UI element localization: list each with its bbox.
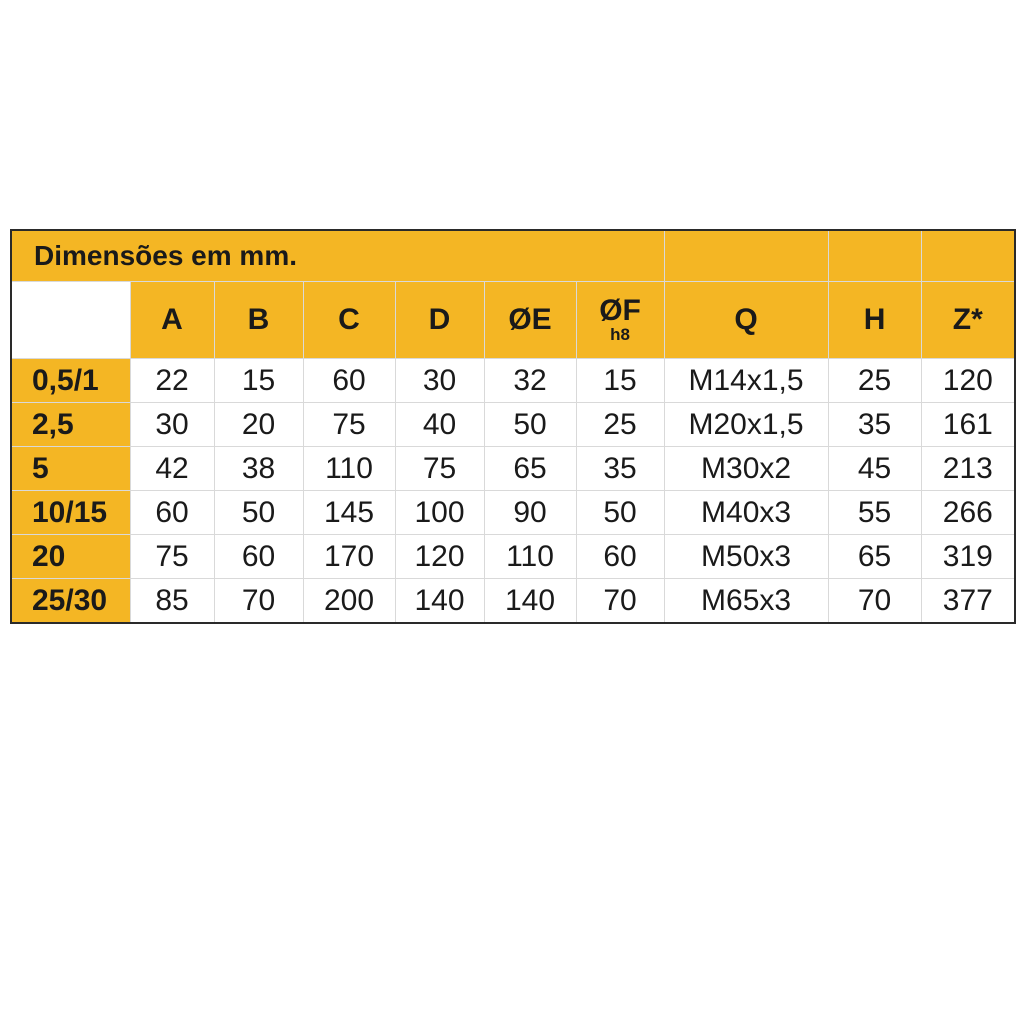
table-cell: 120	[921, 359, 1015, 403]
table-cell: 45	[828, 447, 921, 491]
table-cell: 266	[921, 491, 1015, 535]
table-cell: 25	[576, 403, 664, 447]
table-cell: 55	[828, 491, 921, 535]
table-cell: 20	[214, 403, 303, 447]
table-cell: 140	[484, 579, 576, 624]
table-cell: 75	[395, 447, 484, 491]
table-cell: M40x3	[664, 491, 828, 535]
table-cell: 50	[576, 491, 664, 535]
table-cell: 60	[576, 535, 664, 579]
column-header: C	[303, 282, 395, 359]
table-cell: 15	[214, 359, 303, 403]
column-header: ØE	[484, 282, 576, 359]
header-corner-cell	[11, 282, 130, 359]
table-row	[11, 447, 1015, 491]
table-cell: 170	[303, 535, 395, 579]
table-cell: 161	[921, 403, 1015, 447]
table-cell: 30	[395, 359, 484, 403]
row-label: 20	[11, 535, 130, 579]
table-cell: M30x2	[664, 447, 828, 491]
title-row-filler-h	[828, 230, 921, 282]
table-cell: 75	[130, 535, 214, 579]
title-row-filler-q	[664, 230, 828, 282]
row-label: 2,5	[11, 403, 130, 447]
column-header: Q	[664, 282, 828, 359]
table-row	[11, 359, 1015, 403]
dimensions-table	[10, 229, 1016, 624]
table-cell: 90	[484, 491, 576, 535]
table-cell: 50	[214, 491, 303, 535]
column-header-row	[11, 282, 1015, 359]
table-title: Dimensões em mm.	[11, 230, 664, 282]
table-cell: 140	[395, 579, 484, 624]
table-cell: 22	[130, 359, 214, 403]
table-cell: 35	[828, 403, 921, 447]
column-header: Z*	[921, 282, 1015, 359]
table-cell: 30	[130, 403, 214, 447]
table-row	[11, 579, 1015, 624]
table-cell: 70	[214, 579, 303, 624]
column-header: B	[214, 282, 303, 359]
table-row	[11, 535, 1015, 579]
column-header: H	[828, 282, 921, 359]
table-cell: 40	[395, 403, 484, 447]
table-cell: 38	[214, 447, 303, 491]
table-cell: 65	[484, 447, 576, 491]
table-row	[11, 491, 1015, 535]
table-cell: 200	[303, 579, 395, 624]
title-row-filler-z	[921, 230, 1015, 282]
table-cell: M14x1,5	[664, 359, 828, 403]
table-cell: 42	[130, 447, 214, 491]
column-header: D	[395, 282, 484, 359]
column-header-tolerance: h8	[610, 325, 630, 344]
table-cell: 110	[484, 535, 576, 579]
table-cell: 213	[921, 447, 1015, 491]
column-header-label: ØF	[599, 294, 641, 327]
table-cell: 145	[303, 491, 395, 535]
table-cell: 100	[395, 491, 484, 535]
title-row	[11, 230, 1015, 282]
table-cell: 70	[576, 579, 664, 624]
table-cell: 35	[576, 447, 664, 491]
table-cell: M20x1,5	[664, 403, 828, 447]
table-cell: M50x3	[664, 535, 828, 579]
row-label: 5	[11, 447, 130, 491]
row-label: 10/15	[11, 491, 130, 535]
table-row	[11, 403, 1015, 447]
dimensions-table-wrapper	[10, 229, 1014, 624]
table-cell: 15	[576, 359, 664, 403]
table-cell: 60	[303, 359, 395, 403]
table-cell: 50	[484, 403, 576, 447]
column-header-with-tolerance	[576, 282, 664, 359]
table-cell: 60	[130, 491, 214, 535]
row-label: 0,5/1	[11, 359, 130, 403]
table-cell: M65x3	[664, 579, 828, 624]
table-cell: 65	[828, 535, 921, 579]
table-cell: 75	[303, 403, 395, 447]
table-cell: 319	[921, 535, 1015, 579]
table-cell: 70	[828, 579, 921, 624]
table-cell: 120	[395, 535, 484, 579]
table-cell: 85	[130, 579, 214, 624]
table-body	[11, 359, 1015, 624]
column-header: A	[130, 282, 214, 359]
table-cell: 377	[921, 579, 1015, 624]
table-cell: 60	[214, 535, 303, 579]
table-cell: 110	[303, 447, 395, 491]
table-cell: 32	[484, 359, 576, 403]
table-cell: 25	[828, 359, 921, 403]
row-label: 25/30	[11, 579, 130, 624]
